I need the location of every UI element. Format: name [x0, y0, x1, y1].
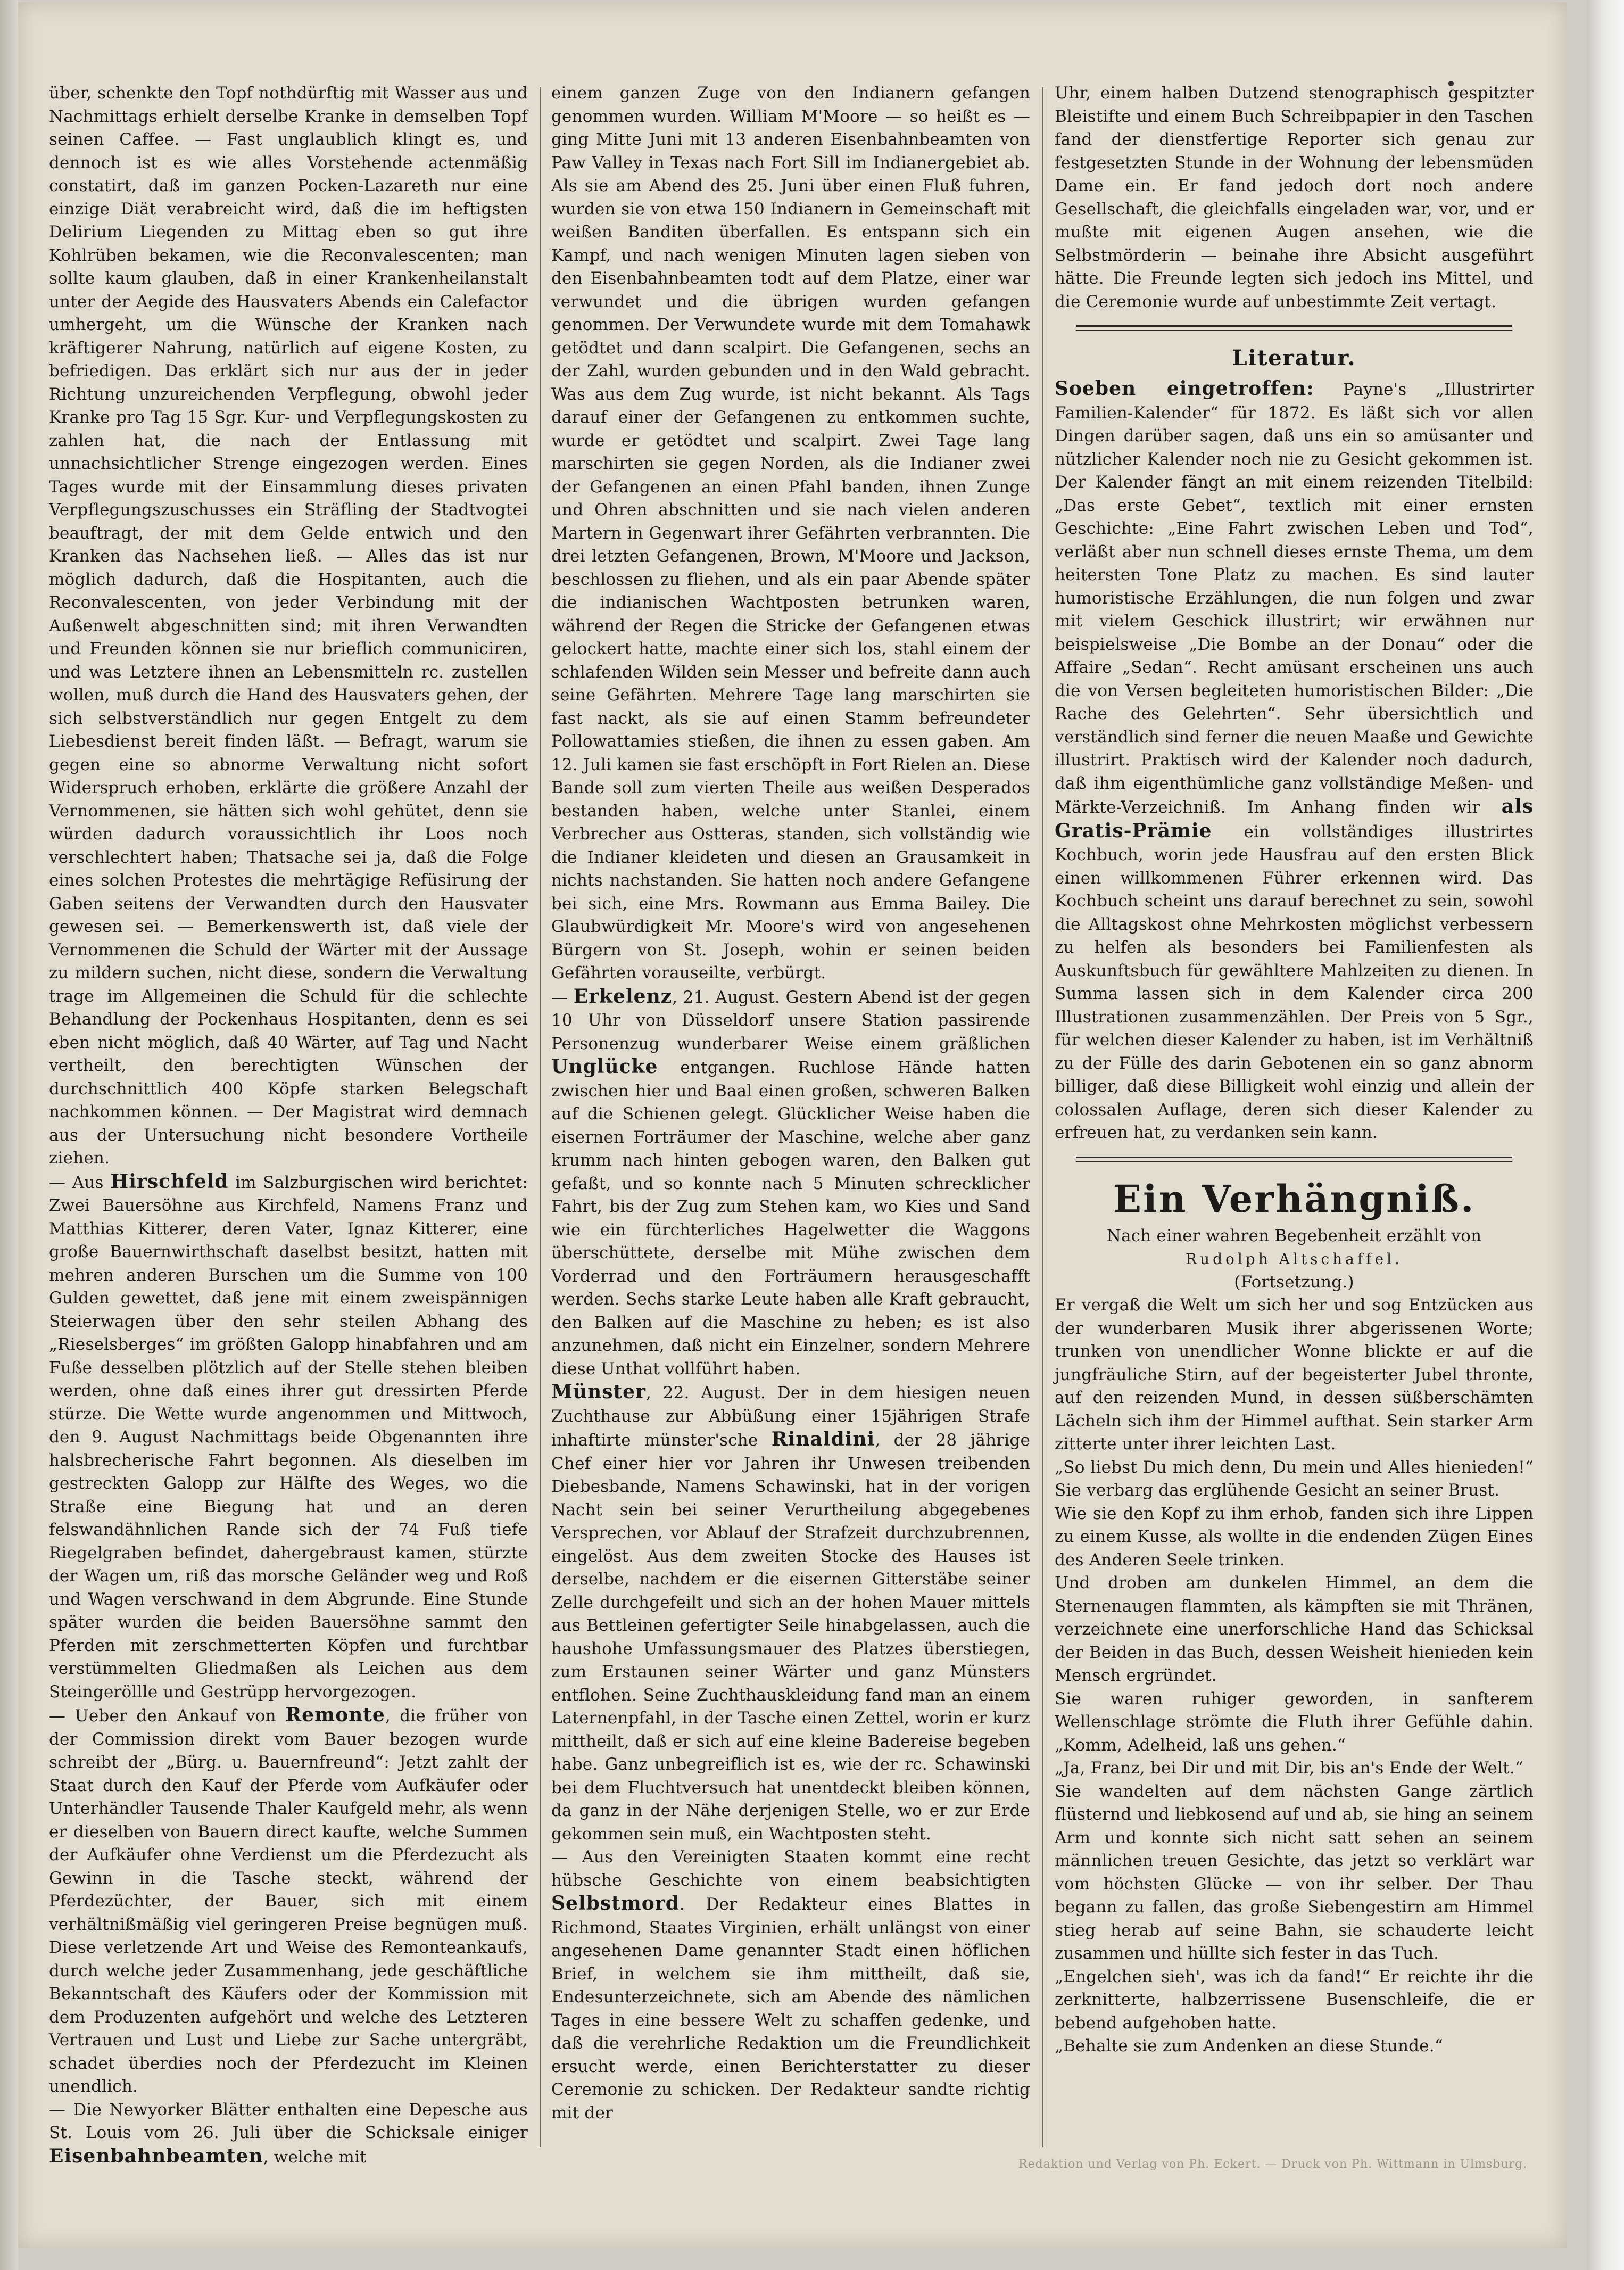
keyword: Eisenbahnbeamten: [49, 2144, 263, 2167]
story-paragraph: Sie waren ruhiger geworden, in sanfterem Wellenschlage strömte die Fluth ihrer Gefühle dahin. „Komm, Adelheid, laß uns gehen.“: [1055, 1689, 1534, 1755]
article-muenster: [551, 1381, 1030, 1846]
keyword: Rinaldini: [771, 1428, 875, 1450]
keyword: als Gratis-Prämie: [1055, 795, 1534, 842]
text: ein vollständiges illustrirtes Kochbuch, worin jede Hausfrau auf den ersten Blick einen willkommenen Führer erkennen wird. Das Kochbuch scheint uns darauf berechnet zu sein, sowohl die Alltagskost ohne Mehrkosten möglichst verbessern zu helfen als besonders bei Familienfesten als Auskunftsbuch für gewähltere Mahlzeiten zu dienen. In Summa lassen sich in dem Kalender circa 200 Illustrationen zusammenzählen. Der Preis von 5 Sgr., für welchen dieser Kalender zu haben, ist im Verhältniß zu der Fülle des darin Gebotenen ein so ganz abnorm billiger, daß diese Billigkeit wohl einzig und allein der colossalen Auflage, deren sich dieser Kalender zu erfreuen hat, zu verdanken sein kann.: [1055, 822, 1534, 1142]
text: , welche mit: [263, 2147, 367, 2167]
story-paragraph: „Engelchen sieh', was ich da fand!“ Er reichte ihr die zerknitterte, halbzerrissene Busenschleife, die er bebend aufgehoben hatte.: [1055, 1967, 1534, 2033]
article-selbstmord-cont: Uhr, einem halben Dutzend stenographisch gespitzter Bleistifte und einem Buch Schreibpapier in den Taschen fand der dienstfertige Reporter sich genau zur festgesetzten Stunde in der Wohnung der lebensmüden Dame ein. Er fand jedoch dort noch andere Gesellschaft, die gleichfalls eingeladen war, vor, und er mußte mit eigenen Augen ansehen, wie die Selbstmörderin — beinahe ihre Absicht ausgeführt hätte. Die Freunde legten sich jedoch ins Mittel, und die Ceremonie wurde auf unbestimmte Zeit vertagt.: [1055, 84, 1534, 311]
column-divider-1: [540, 87, 541, 2147]
text: , 21. August. Gestern Abend ist der gegen 10 Uhr von Düsseldorf unsere Station passirende Personenzug wunderbarer Weise einem gräßlichen: [551, 987, 1030, 1053]
story-paragraph: Er vergaß die Welt um sich her und sog Entzücken aus der wunderbaren Musik ihrer abgerissenen Worte; trunken von unendlicher Wonne blickte er auf die jungfräuliche Stirn, auf der begeisterter Jubel thronte, auf den reizenden Mund, in dessen süßberschämten Lächeln sich ihm der Himmel aufthat. Sein starker Arm zitterte unter ihrer leichten Last.: [1055, 1295, 1534, 1454]
article-pockenhaus: über, schenkte den Topf nothdürftig mit Wasser aus und Nachmittags erhielt derselbe Kranke in demselben Topf seinen Caffee. — Fast unglaublich klingt es, und dennoch ist es wie alles Vorstehende actenmäßig constatirt, daß im ganzen Pocken-Lazareth nur eine einzige Diät verabreicht wird, daß die im heftigsten Delirium Liegenden zu Mittag eben so gut ihre Kohlrüben bekamen, wie die Reconvalescenten; man sollte kaum glauben, daß in einer Krankenheilanstalt unter der Aegide des Hausvaters Abends ein Calefactor umhergeht, um die Wünsche der Kranken nach kräftigerer Nahrung, natürlich auf eigene Kosten, zu befriedigen. Das erklärt sich nur aus der in jeder Richtung unzureichenden Verpflegung, obwohl jeder Kranke pro Tag 15 Sgr. Kur- und Verpflegungskosten zu zahlen hat, die nach der Entlassung mit unnachsichtlicher Strenge eingezogen werden. Eines Tages wurde mit der Einsammlung dieses privaten Verpflegungszuschusses ein Sträfling der Stadtvogtei beauftragt, der mit dem Gelde entwich und den Kranken das Nachsehen ließ. — Alles das ist nur möglich dadurch, daß die Hospitanten, auch die Reconvalescenten, von jeder Verbindung mit der Außenwelt abgeschnitten sind; mit ihren Verwandten und Freunden können sie nur brieflich communiciren, und was Letztere ihnen an Lebensmitteln rc. zustellen wollen, muß durch die Hand des Hausvaters gehen, der sich selbstverständlich nur gegen Entgelt zu dem Liebesdienst bereit finden läßt. — Befragt, warum sie gegen eine so abnorme Verwaltung nicht sofort Widerspruch erhoben, erklärte die größere Anzahl der Vernommenen, sie hätten sich wohl gehütet, denn sie würden dadurch voraussichtlich ihr Loos noch verschlechtert haben; Thatsache sei ja, daß die Folge eines solchen Protestes die mehrtägige Refüsirung der Gaben seitens der Verwandten durch den Hausvater gewesen sei. — Bemerkenswerth ist, daß viele der Vernommenen die Schuld der Wärter mit der Aussage zu mildern suchen, nicht diese, sondern die Verwaltung trage im Allgemeinen die Schuld für die schlechte Behandlung der Pockenhaus Hospitanten, denn es sei eben nicht möglich, daß 40 Wärter, auf Tag und Nacht vertheilt, den berechtigten Wünschen der durchschnittlich 400 Köpfe starken Belegschaft nachkommen können. — Der Magistrat wird demnach aus der Untersuchung nicht besondere Vortheile ziehen.: [49, 84, 528, 1168]
text: entgangen. Ruchlose Hände hatten zwischen hier und Baal einen großen, schweren Balken auf die Schienen gelegt. Glücklicher Weise haben die eisernen Forträumer der Maschine, welche aber ganz krumm nach hinten gebogen waren, den Balken gut gefaßt, und so konnte nach 5 Minuten schrecklicher Fahrt, bis der Zug zum Stehen kam, wo Kies und Sand wie ein fürchterliches Hagelwetter die Waggons überschüttete, derselbe mit Mühe zwischen dem Vorderrad und den Forträumern herausgeschafft werden. Sechs starke Leute haben alle Kraft gebraucht, den Balken auf die Maschine zu heben; es ist also anzunehmen, daß nicht ein Einzelner, sondern Mehrere diese Unthat vollführt haben.: [551, 1058, 1030, 1378]
article-kalender: [1055, 377, 1534, 1145]
story-paragraph: Und droben am dunkelen Himmel, an dem die Sternenaugen flammten, als kämpften sie mit Thränen, verzeichnete eine unerforschliche Hand das Schicksal der Beiden in das Buch, dessen Weisheit hienieden kein Mensch ergründet.: [1055, 1573, 1534, 1685]
section-heading-literatur: Literatur.: [1232, 345, 1356, 370]
story-paragraph: „Ja, Franz, bei Dir und mit Dir, bis an's Ende der Welt.“: [1055, 1759, 1523, 1778]
story-paragraph: Sie wandelten auf dem nächsten Gange zärtlich flüsternd und liebkosend auf und ab, sie hing an seinem Arm und konnte sich nicht satt sehen an seinem männlichen treuen Gesichte, das jetzt so verklärt war vom höchsten Glücke — von ihr selber. Der Thau begann zu fallen, das große Siebengestirn am Himmel stieg herab auf seine Bahn, sie schauderte leicht zusammen und hüllte sich fester in das Tuch.: [1055, 1781, 1534, 1963]
story-title: Ein Verhängniß.: [1113, 1176, 1476, 1221]
text: — Die Newyorker Blätter enthalten eine Depesche aus St. Louis vom 26. Juli über die Schicksale einiger: [49, 2100, 528, 2142]
place-name: Münster: [551, 1381, 646, 1403]
story-author: Rudolph Altschaffel.: [1185, 1250, 1403, 1268]
article-selbstmord: [551, 1846, 1030, 2125]
place-name: Erkelenz: [573, 985, 673, 1008]
text: — Aus den Vereinigten Staaten kommt eine recht hübsche Geschichte von einem beabsichtigten: [551, 1847, 1030, 1890]
article-remonte: [49, 1704, 528, 2099]
keyword: Selbstmord: [551, 1892, 680, 1914]
column-2: [551, 82, 1030, 2125]
article-erkelenz: [551, 985, 1030, 1381]
newspaper-page: [18, 2, 1567, 2248]
keyword: Soeben eingetroffen:: [1055, 377, 1314, 400]
column-divider-2: [1042, 87, 1043, 2147]
keyword: Remonte: [285, 1704, 385, 1726]
text: — Aus: [49, 1173, 111, 1192]
place-name: Hirschfeld: [110, 1170, 229, 1193]
keyword: Unglücke: [551, 1055, 658, 1078]
section-rule: [1076, 325, 1512, 331]
text: — Ueber den Ankauf von: [49, 1706, 286, 1726]
story-continued: (Fortsetzung.): [1234, 1272, 1354, 1292]
column-1: [49, 82, 528, 2169]
column-3: [1055, 82, 1534, 2058]
story-paragraph: „So liebst Du mich denn, Du mein und Alles hienieden!“ Sie verbarg das erglühende Gesicht an seiner Brust.: [1055, 1457, 1534, 1500]
scan-edge-left: [0, 0, 18, 2270]
story-paragraph: Wie sie den Kopf zu ihm erhob, fanden sich ihre Lippen zu einem Kusse, als wollte in die endenden Zügen Eines des Anderen Seele trinken.: [1055, 1504, 1534, 1570]
text: . Der Redakteur eines Blattes in Richmond, Staates Virginien, erhält unlängst von einer angesehenen Dame genannter Stadt einen höflichen Brief, in welchem sie ihm mittheilt, daß sie, Endesunterzeichnete, sich am Abende des nämlichen Tages in eine bessere Welt zu schaffen gedenke, und daß die verehrliche Redaktion um die Freundlichkeit ersucht werde, einen Berichterstatter zu dieser Ceremonie zu schicken. Der Redakteur sandte richtig mit der: [551, 1895, 1030, 2123]
section-rule: [1076, 1157, 1512, 1162]
article-indianer: einem ganzen Zuge von den Indianern gefangen genommen wurden. William M'Moore — so heißt es — ging Mitte Juni mit 13 anderen Eisenbahnbeamten von Paw Valley in Texas nach Fort Sill im Indianergebiet ab. Als sie am Abend des 25. Juni über einen Fluß fuhren, wurden sie von etwa 150 Indianern in Gemeinschaft mit weißen Banditen überfallen. Es entspann sich ein Kampf, und nach wenigen Minuten lagen sieben von den Eisenbahnbeamten todt auf dem Platze, einer war verwundet und die übrigen wurden gefangen genommen. Der Verwundete wurde mit dem Tomahawk getödtet und dann scalpirt. Die Gefangenen, sechs an der Zahl, wurden gebunden und in den Wald gebracht. Was aus dem Zug wurde, ist nicht bekannt. Als Tags darauf einer der Gefangenen zu entkommen suchte, wurde er getödtet und scalpirt. Zwei Tage lang marschirten sie gegen Norden, als die Indianer zwei der Gefangenen an einen Pfahl banden, ihnen Zunge und Ohren abschnitten und sie nach vielen anderen Martern in Gegenwart ihrer Gefährten verbrannten. Die drei letzten Gefangenen, Brown, M'Moore und Jackson, beschlossen zu fliehen, und als ein paar Abende später die indianischen Wachtposten betrunken waren, während der Regen die Stricke der Gefangenen etwas gelockert hatte, machte einer sich los, stahl einem der schlafenden Wilden sein Messer und befreite dann auch seine Gefährten. Mehrere Tage lang marschirten sie fast nackt, als sie auf einen Stamm befreundeter Pollowattamies stießen, die ihnen zu essen gaben. Am 12. Juli kamen sie fast erschöpft in Fort Rielen an. Diese Bande soll zum vierten Theile aus weißen Desperados bestanden haben, welche unter Stanlei, einem Verbrecher aus Ostteras, standen, sich vollständig wie die Indianer kleideten und diesen an Grausamkeit in nichts nachstanden. Sie hatten noch andere Gefangene bei sich, eine Mrs. Rowmann aus Emma Bailey. Die Glaubwürdigkeit Mr. Moore's wird von angesehenen Bürgern von St. Joseph, wohin er seinen beiden Gefährten vorauseilte, verbürgt.: [551, 84, 1030, 983]
story-paragraph: „Behalte sie zum Andenken an diese Stunde.“: [1055, 2036, 1443, 2056]
text: —: [551, 987, 574, 1007]
text: , 22. August. Der in dem hiesigen neuen Zuchthause zur Abbüßung einer 15jährigen Strafe inhaftirte münster'sche: [551, 1383, 1030, 1450]
story-subtitle: Nach einer wahren Begebenheit erzählt von: [1106, 1226, 1482, 1245]
text: , die früher von der Commission direkt vom Bauer bezogen wurde schreibt der „Bürg. u. Bauernfreund“: Jetzt zahlt der Staat durch den Kauf der Pferde vom Aufkäufer oder Unterhändler Tausende Thaler Kaufgeld mehr, als wenn er dieselben von Bauern direct kaufte, welche Summen der Aufkäufer ohne Verdienst um die Pferdezucht als Gewinn in die Tasche steckt, während der Pferdezüchter, der Bauer, sich mit einem verhältnißmäßig viel geringeren Preise begnügen muß. Diese verletzende Art und Weise des Remonteankaufs, durch welche jeder Zusammenhang, jede geschäftliche Bekanntschaft des Käufers oder der Kommission mit dem Produzenten aufgehört und welche des Letzteren Vertrauen und Lust und Liebe zur Sache untergräbt, schadet überdies noch der Pferdezucht im Kleinen unendlich.: [49, 1706, 528, 2096]
article-hirschfeld: [49, 1170, 528, 1704]
text: im Salzburgischen wird berichtet: Zwei Bauersöhne aus Kirchfeld, Namens Franz und Matthias Kitterer, deren Vater, Ignaz Kitterer, eine große Bauernwirthschaft daselbst besitzt, hatten mit mehren anderen Burschen um die Summe von 100 Gulden gewettet, daß jene mit einem zweispännigen Steierwagen über den sehr steilen Abhang des „Rieselsberges“ im größten Galopp hinabfahren und am Fuße desselben plötzlich auf der Stelle stehen bleiben werden, ohne daß eines ihrer gut dressirten Pferde stürze. Die Wette wurde angenommen und Mittwoch, den 9. August Nachmittags beide Obgenannten ihre halsbrecherische Fahrt begonnen. Als dieselben im gestreckten Galopp zur Hälfte des Weges, wo die Straße eine Biegung hat und an deren felswandähnlichen Rande sich der 74 Fuß tiefe Riegelgraben befindet, dahergebraust kamen, stürzte der Wagen um, riß das morsche Geländer weg und Roß und Wagen verschwand in dem Abgrunde. Eine Stunde später wurden die beiden Bauersöhne sammt den Pferden mit zerschmetterten Köpfen und furchtbar verstümmelten Gliedmaßen als Leichen aus dem Steingeröllle und Gestrüpp hervorgezogen.: [49, 1173, 528, 1702]
article-eisenbahnbeamten: [49, 2099, 528, 2169]
text: , der 28 jährige Chef einer hier vor Jahren ihr Unwesen treibenden Diebesbande, Namens Schawinski, hat in der vorigen Nacht sein bei seiner Verurtheilung abgegebenes Versprechen, vor Ablauf der Strafzeit durchzubrennen, eingelöst. Aus dem zweiten Stocke des Hauses ist derselbe, nachdem er die eisernen Gitterstäbe seiner Zelle durchgefeilt und sich an der hohen Mauer mittels aus Bettleinen gefertigter Seile hinabgelassen, auch die haushohe Umfassungsmauer des Platzes überstiegen, zum Erstaunen seiner Wärter und ganz Münsters entflohen. Seine Zuchthauskleidung fand man an einem Laternenpfahl, in der Tasche einen Zettel, worin er kurz mittheilt, daß er sich auf eine kleine Badereise begeben habe. Ganz unbegreiflich ist es, wie der rc. Schawinski bei dem Fluchtversuch hat unentdeckt bleiben können, da ganz in der Nähe derjenigen Stelle, wo er zur Erde gekommen sein muß, ein Wachtposten steht.: [551, 1431, 1030, 1844]
imprint-line: Redaktion und Verlag von Ph. Eckert. — Druck von Ph. Wittmann in Ulmsburg.: [1018, 2158, 1528, 2171]
text: Payne's „Illustrirter Familien-Kalender“ für 1872. Es läßt sich vor allen Dingen darüber sagen, daß uns ein so amüsanter und nützlicher Kalender noch nie zu Gesicht gekommen ist. Der Kalender fängt an mit einem reizenden Titelbild: „Das erste Gebet“, textlich mit einer ernsten Geschichte: „Eine Fahrt zwischen Leben und Tod“, verläßt aber nun schnell dieses ernste Thema, um dem heitersten Tone Platz zu machen. Es sind lauter humoristische Erzählungen, die nun folgen und zwar mit vielem Geschick illustrirt; wir erwähnen nur beispielsweise „Die Bombe an der Donau“ oder die Affaire „Sedan“. Recht amüsant erscheinen uns auch die von Versen begleiteten humoristischen Bilder: „Die Rache des Gelehrten“. Sehr übersichtlich und verständlich sind ferner die neuen Maaße und Gewichte illustrirt. Praktisch wird der Kalender noch dadurch, daß ihm eigenthümliche ganz vollständige Meßen- und Märkte-Verzeichniß. Im Anhang finden wir: [1055, 380, 1534, 817]
scan-edge-right: [1587, 0, 1624, 2270]
